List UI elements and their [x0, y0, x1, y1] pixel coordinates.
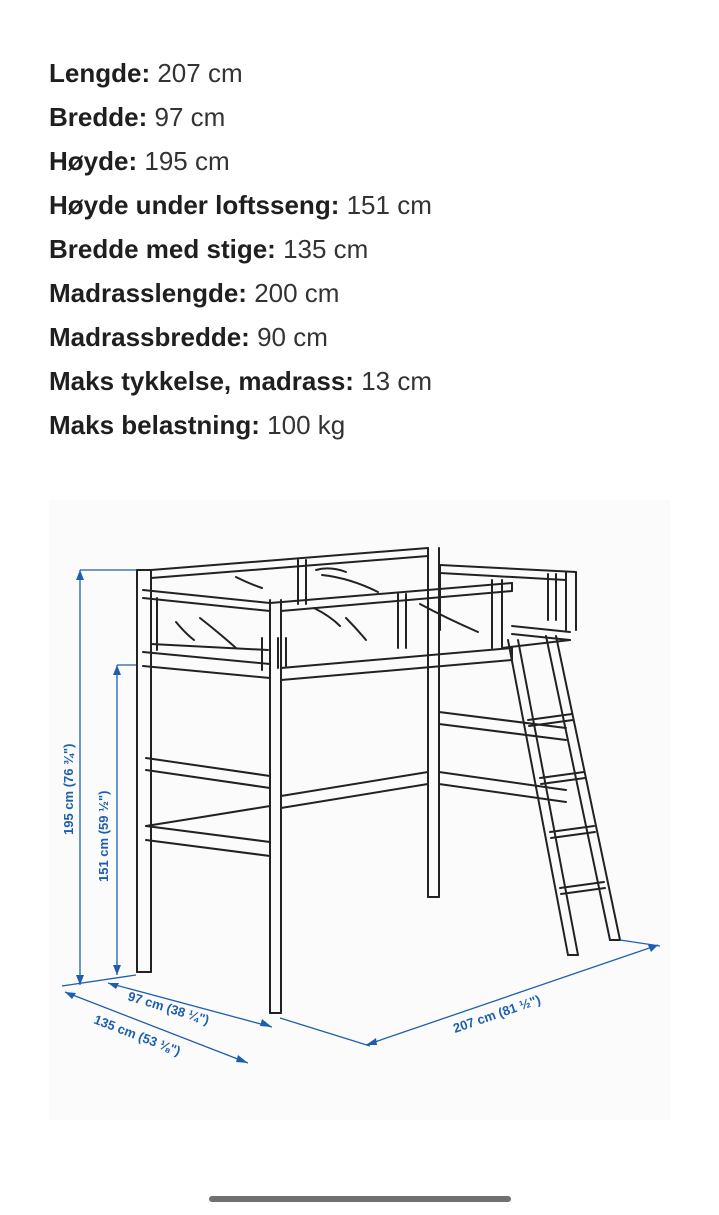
- spec-row-width: [49, 95, 432, 139]
- dim-text-length: 207 cm (81 ½"): [451, 991, 543, 1036]
- spec-row-width-ladder: [49, 227, 432, 271]
- spec-row-mattress-thickness: [49, 359, 432, 403]
- spec-row-mattress-width: [49, 315, 432, 359]
- dim-text-total-height: 195 cm (76 ¾"): [61, 743, 76, 835]
- spec-value: 13 cm: [361, 366, 433, 396]
- spec-row-max-load: [49, 403, 432, 447]
- spec-value: 97 cm: [154, 102, 226, 132]
- spec-label: Bredde:: [49, 102, 148, 132]
- dim-text-width: 97 cm (38 ¼"): [126, 988, 212, 1028]
- spec-row-height: [49, 139, 432, 183]
- spec-value: 207 cm: [157, 58, 243, 88]
- home-indicator[interactable]: [209, 1196, 511, 1202]
- spec-value: 90 cm: [257, 322, 328, 352]
- spec-label: Bredde med stige:: [49, 234, 276, 264]
- spec-list: [49, 51, 432, 447]
- spec-label: Maks tykkelse, madrass:: [49, 366, 354, 396]
- dim-text-under-height: 151 cm (59 ½"): [96, 790, 111, 882]
- bed-frame: [137, 548, 620, 1013]
- spec-value: 200 cm: [254, 278, 340, 308]
- spec-label: Madrassbredde:: [49, 322, 250, 352]
- spec-row-mattress-length: [49, 271, 432, 315]
- spec-label: Høyde:: [49, 146, 138, 176]
- spec-value: 135 cm: [283, 234, 369, 264]
- spec-value: 195 cm: [144, 146, 230, 176]
- spec-label: Maks belastning:: [49, 410, 260, 440]
- dim-text-width-ladder: 135 cm (53 ⅛"): [91, 1011, 183, 1059]
- spec-value: 100 kg: [267, 410, 346, 440]
- spec-label: Høyde under loftsseng:: [49, 190, 340, 220]
- spec-label: Lengde:: [49, 58, 151, 88]
- spec-row-height-under: [49, 183, 432, 227]
- dimension-diagram: [49, 500, 670, 1120]
- spec-label: Madrasslengde:: [49, 278, 247, 308]
- loft-bed-drawing: [49, 500, 670, 1120]
- spec-value: 151 cm: [346, 190, 432, 220]
- spec-row-length: [49, 51, 432, 95]
